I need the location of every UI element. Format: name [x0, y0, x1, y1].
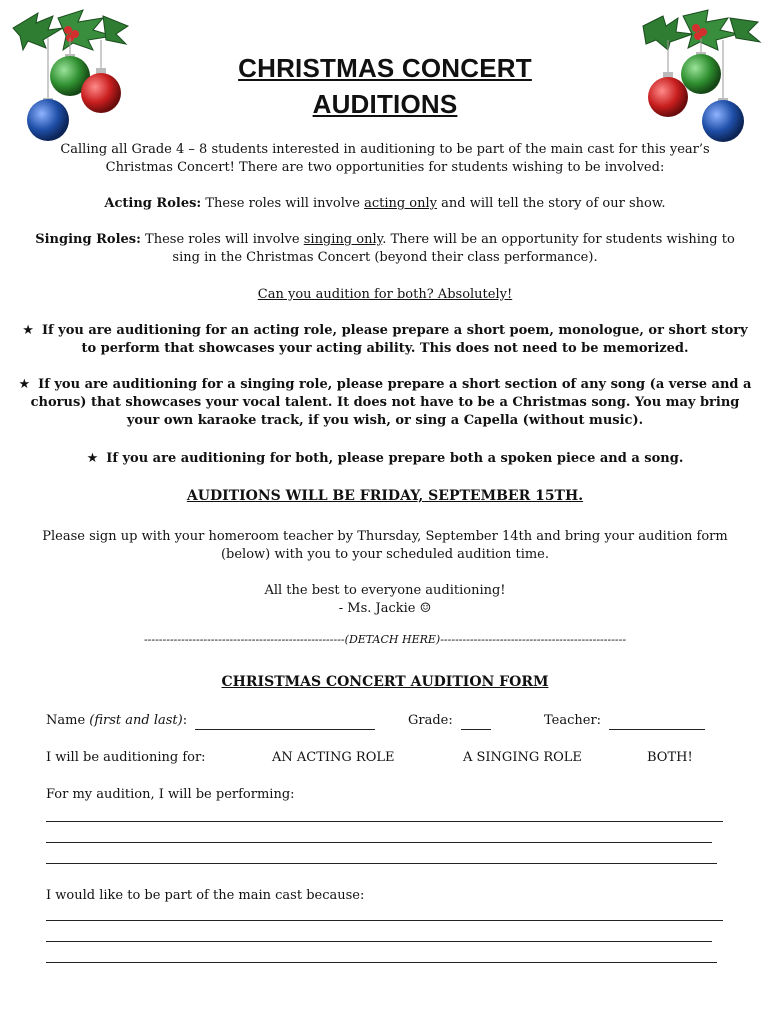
singing-only-emphasis: singing only [303, 232, 383, 247]
teacher-label: Teacher: [544, 713, 602, 728]
title-line-1: CHRISTMAS CONCERT [238, 53, 532, 83]
audition-date-heading: AUDITIONS WILL BE FRIDAY, SEPTEMBER 15TH. [186, 488, 584, 504]
detach-dashes-left: ------------------------------------------------------ [143, 633, 345, 646]
bullet-both [0, 450, 770, 468]
acting-roles-paragraph [0, 195, 770, 213]
star-icon: ★ [18, 377, 31, 392]
title-line-2: AUDITIONS [312, 89, 458, 119]
bullet-acting-line-2: to perform that showcases your acting ability. This does not need to be memorized. [81, 341, 689, 356]
audition-both-question: Can you audition for both? Absolutely! [257, 287, 513, 302]
name-input-line[interactable] [195, 715, 375, 730]
main-cast-answer-line-2[interactable] [46, 941, 712, 942]
detach-dashes-right: -------------------------------------------------- [440, 633, 627, 646]
acting-roles-text-pre: These roles will involve [201, 196, 365, 211]
bullet-singing-line-1: If you are auditioning for a singing role, please prepare a short section of any song (a verse and a [38, 377, 752, 392]
singing-roles-label: Singing Roles: [35, 232, 141, 247]
bullet-singing [0, 376, 770, 430]
singing-roles-text-pre: These roles will involve [140, 232, 304, 247]
closing-line-1: All the best to everyone auditioning! [264, 583, 506, 598]
option-singing-role[interactable]: A SINGING ROLE [463, 750, 582, 765]
auditioning-for-label: I will be auditioning for: [46, 750, 206, 765]
intro-paragraph [0, 141, 770, 177]
name-label: Name [46, 713, 90, 728]
name-hint: (first and last) [89, 713, 183, 728]
signup-line-2: (below) with you to your scheduled audition time. [220, 547, 550, 562]
signup-paragraph [0, 528, 770, 564]
bullet-acting [0, 322, 770, 358]
performing-answer-line-3[interactable] [46, 863, 717, 864]
page-title [0, 50, 770, 122]
intro-line-2: Christmas Concert! There are two opportunities for students wishing to be involved: [105, 160, 665, 175]
performing-answer-line-1[interactable] [46, 821, 723, 822]
bullet-singing-line-3: your own karaoke track, if you wish, or sing a Capella (without music). [126, 413, 644, 428]
singing-roles-paragraph [0, 231, 770, 267]
detach-line [0, 633, 770, 646]
closing-signature: - Ms. Jackie ☺ [338, 601, 432, 616]
star-icon: ★ [86, 451, 99, 466]
form-heading: CHRISTMAS CONCERT AUDITION FORM [221, 674, 549, 690]
detach-label: (DETACH HERE) [344, 633, 441, 646]
bullet-singing-line-2: chorus) that showcases your vocal talent. It does not have to be a Christmas song. You may bring [30, 395, 740, 410]
main-cast-label: I would like to be part of the main cast because: [46, 888, 365, 903]
closing-paragraph [0, 582, 770, 618]
main-cast-answer-line-3[interactable] [46, 962, 717, 963]
name-colon: : [182, 713, 188, 728]
main-cast-answer-line-1[interactable] [46, 920, 723, 921]
option-both[interactable]: BOTH! [647, 750, 693, 765]
grade-label: Grade: [408, 713, 453, 728]
singing-roles-line-2: sing in the Christmas Concert (beyond their class performance). [172, 250, 598, 265]
acting-roles-text-post: and will tell the story of our show. [437, 196, 666, 211]
star-icon: ★ [22, 323, 34, 338]
acting-roles-label: Acting Roles: [104, 196, 202, 211]
performing-answer-line-2[interactable] [46, 842, 712, 843]
grade-field[interactable] [408, 712, 491, 730]
bullet-acting-line-1: If you are auditioning for an acting role, please prepare a short poem, monologue, or short story [41, 323, 748, 338]
acting-only-emphasis: acting only [364, 196, 438, 211]
signup-line-1: Please sign up with your homeroom teacher by Thursday, September 14th and bring your audition form [42, 529, 728, 544]
teacher-field[interactable] [544, 712, 705, 730]
performing-label: For my audition, I will be performing: [46, 787, 295, 802]
grade-input-line[interactable] [461, 715, 491, 730]
name-field[interactable] [46, 712, 375, 730]
teacher-input-line[interactable] [609, 715, 705, 730]
singing-roles-text-post: . There will be an opportunity for students wishing to [382, 232, 735, 247]
bullet-both-text: If you are auditioning for both, please prepare both a spoken piece and a song. [106, 451, 684, 466]
option-acting-role[interactable]: AN ACTING ROLE [272, 750, 395, 765]
intro-line-1: Calling all Grade 4 – 8 students interested in auditioning to be part of the main cast for this year’s [60, 142, 710, 157]
